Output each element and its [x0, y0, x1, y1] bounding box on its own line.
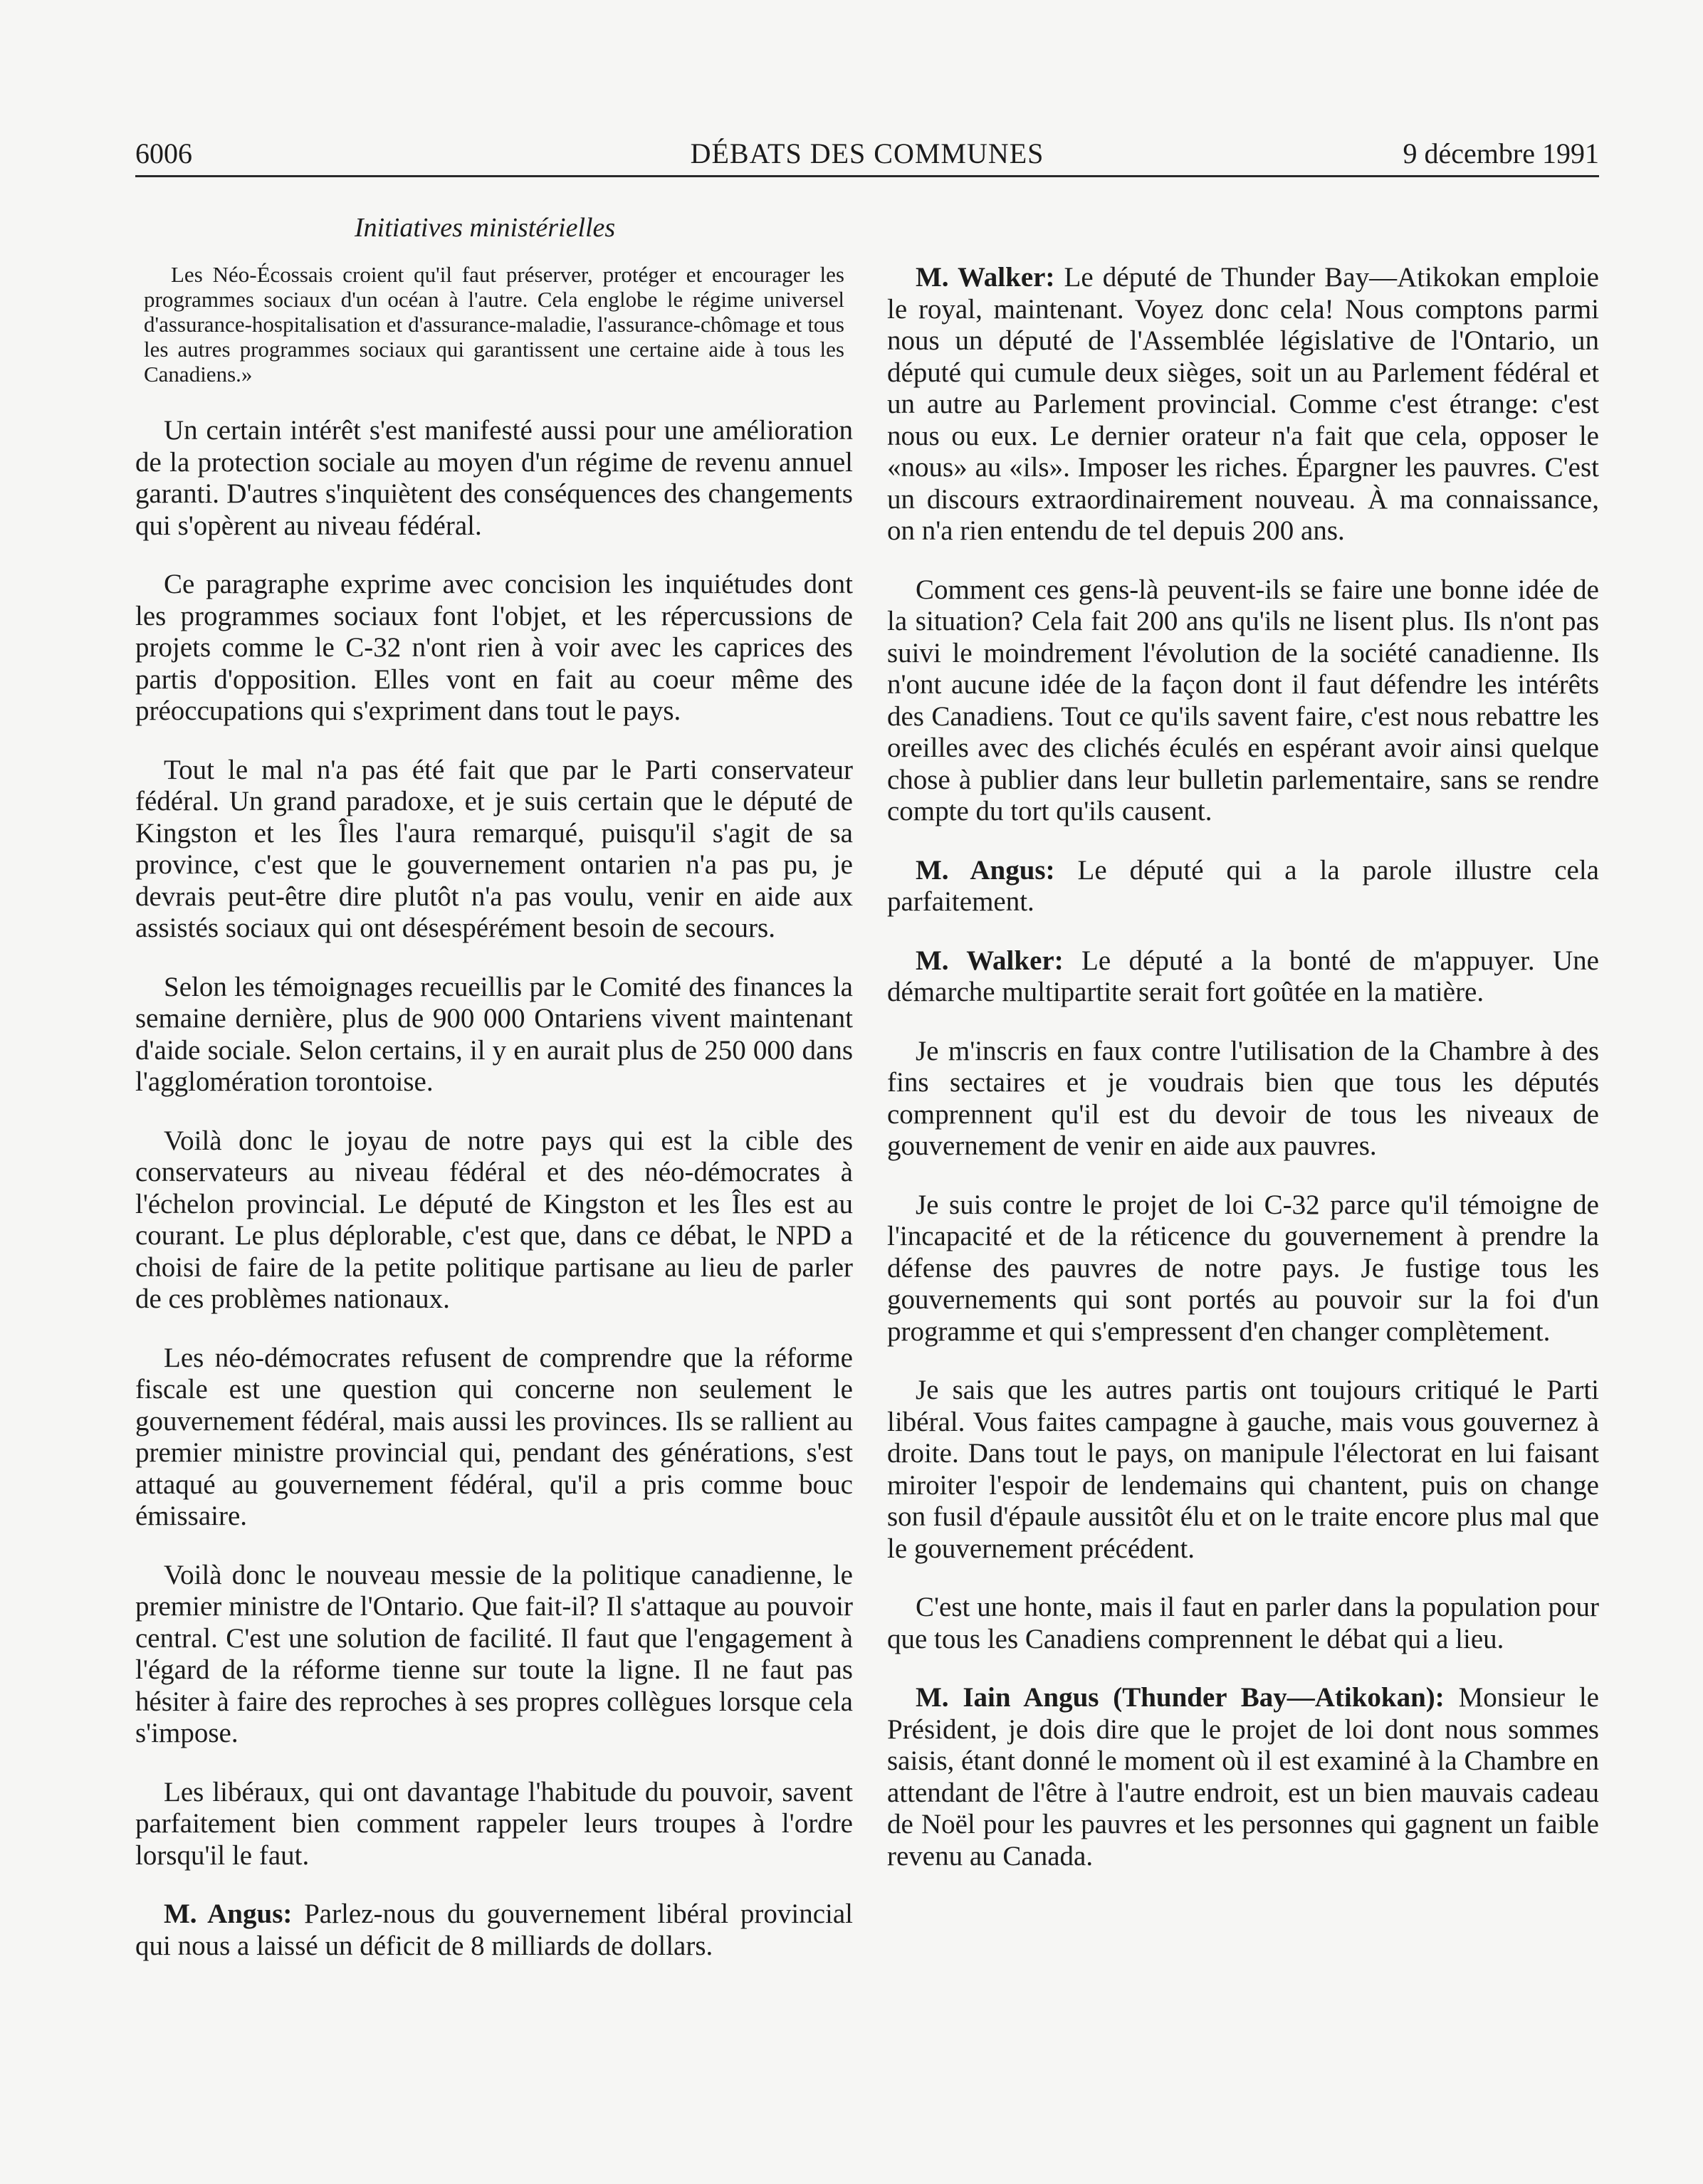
page-header [135, 137, 1599, 177]
speaker-name: M. Walker: [916, 945, 1064, 976]
paragraph: Je m'inscris en faux contre l'utilisation de la Chambre à des fins sectaires et je voudrais bien que tous les députés comprennent qu'il est du devoir de tous les niveaux de gouvernement de venir en aide aux pauvres. [887, 1035, 1599, 1161]
paragraph: Selon les témoignages recueillis par le Comité des finances la semaine dernière, plus de 900 000 Ontariens vivent maintenant d'aide sociale. Selon certains, il y en aurait plus de 250 000 dans l'agglomération torontoise. [135, 971, 853, 1097]
speech-text: Parlez-nous du gouvernement libéral provincial qui nous a laissé un déficit de 8 milliards de dollars. [135, 1899, 853, 1961]
paragraph: Tout le mal n'a pas été fait que par le Parti conservateur fédéral. Un grand paradoxe, et je suis certain que le député de Kingston et les Îles l'aura remarqué, puisqu'il s'agit de sa province, c'est que le gouvernement ontarien n'a pas pu, je devrais peut-être dire plutôt n'a pas voulu, venir en aide aux assistés sociaux qui ont désespérément besoin de secours. [135, 754, 853, 943]
speech-text: Le député qui a la parole illustre cela parfaitement. [887, 854, 1599, 917]
paragraph: Ce paragraphe exprime avec concision les inquiétudes dont les programmes sociaux font l'objet, et les répercussions de projets comme le C-32 n'ont rien à voir avec les caprices des partis d'opposition. Elles vont en fait au coeur même des préoccupations qui s'expriment dans tout le pays. [135, 569, 853, 726]
paragraph: Comment ces gens-là peuvent-ils se faire une bonne idée de la situation? Cela fait 200 ans qu'ils ne lisent plus. Ils n'ont pas suivi le moindrement l'évolution de la société canadienne. Ils n'ont aucune idée de la façon dont il faut défendre les intérêts des Canadiens. Tout ce qu'ils savent faire, c'est nous rebattre les oreilles avec des clichés éculés en espérant avoir ainsi quelque chose à publier dans leur bulletin parlementaire, sans se rendre compte du tort qu'ils causent. [887, 574, 1599, 826]
header-rule [135, 175, 1599, 177]
speaker-name: M. Iain Angus (Thunder Bay—Atikokan): [916, 1682, 1445, 1713]
speech-paragraph [887, 945, 1599, 1009]
paragraph: Je sais que les autres partis ont toujours critiqué le Parti libéral. Vous faites campagne à gauche, mais vous gouvernez à droite. Dans tout le pays, on manipule l'électorat en lui faisant miroiter l'espoir de lendemains qui chantent, puis on change son fusil d'épaule aussitôt élu et on le traite encore plus mal que le gouvernement précédent. [887, 1375, 1599, 1564]
paragraph: Je suis contre le projet de loi C-32 parce qu'il témoigne de l'incapacité et de la réticence du gouvernement à prendre la défense des pauvres de notre pays. Je fustige tous les gouvernements qui sont portés au pouvoir sur la foi d'un programme et qui s'empressent d'en changer complètement. [887, 1189, 1599, 1347]
speech-paragraph [887, 1682, 1599, 1872]
left-column [135, 262, 853, 1989]
speech-text: Monsieur le Président, je dois dire que le projet de loi dont nous sommes saisis, étant donné le moment où il est examiné à la Chambre en attendant de l'être à l'autre endroit, est un bien mauvais cadeau de Noël pour les pauvres et les personnes qui gagnent un faible revenu au Canada. [887, 1682, 1599, 1871]
paragraph: Voilà donc le nouveau messie de la politique canadienne, le premier ministre de l'Ontario. Que fait-il? Il s'attaque au pouvoir central. C'est une solution de facilité. Il faut que l'engagement à l'égard de la réforme tienne sur toute la ligne. Il ne faut pas hésiter à faire des reproches à ses propres collègues lorsque cela s'impose. [135, 1559, 853, 1748]
speech-text: Le député a la bonté de m'appuyer. Une démarche multipartite serait fort goûtée en la matière. [887, 945, 1599, 1007]
section-title: Initiatives ministérielles [355, 213, 616, 243]
paragraph: Un certain intérêt s'est manifesté aussi pour une amélioration de la protection sociale au moyen d'un régime de revenu annuel garanti. D'autres s'inquiètent des conséquences des changements qui s'opèrent au niveau fédéral. [135, 415, 853, 541]
speech-paragraph [887, 262, 1599, 547]
quoted-text: Les Néo-Écossais croient qu'il faut préserver, protéger et encourager les programmes sociaux d'un océan à l'autre. Cela englobe le régime universel d'assurance-hospitalisation et d'assurance-maladie, l'assurance-chômage et tous les autres programmes sociaux qui garantissent une certaine aide à tous les Canadiens.» [144, 262, 844, 387]
speech-text: Le député de Thunder Bay—Atikokan emploie le royal, maintenant. Voyez donc cela! Nous comptons parmi nous un député de l'Assemblée législative de l'Ontario, un député qui cumule deux sièges, soit un au Parlement fédéral et un autre au Parlement provincial. Comme c'est étrange: c'est nous ou eux. Le dernier orateur n'a fait que cela, opposer le «nous» au «ils». Imposer les riches. Épargner les pauvres. C'est un discours extraordinairement nouveau. À ma connaissance, on n'a rien entendu de tel depuis 200 ans. [887, 262, 1599, 546]
publication-date: 9 décembre 1991 [1403, 137, 1599, 169]
paragraph: Les néo-démocrates refusent de comprendre que la réforme fiscale est une question qui concerne non seulement le gouvernement fédéral, mais aussi les provinces. Ils se rallient au premier ministre provincial qui, pendant des générations, s'est attaqué au gouvernement fédéral, qu'il a pris comme bouc émissaire. [135, 1342, 853, 1531]
speaker-name: M. Walker: [916, 262, 1055, 293]
speaker-name: M. Angus: [164, 1899, 293, 1929]
speech-paragraph [887, 855, 1599, 918]
page-number: 6006 [135, 137, 192, 169]
right-column [887, 262, 1599, 1899]
speech-paragraph [135, 1899, 853, 1962]
paragraph: Les libéraux, qui ont davantage l'habitude du pouvoir, savent parfaitement bien comment rappeler leurs troupes à l'ordre lorsqu'il le faut. [135, 1776, 853, 1871]
paragraph: C'est une honte, mais il faut en parler dans la population pour que tous les Canadiens comprennent le débat qui a lieu. [887, 1592, 1599, 1654]
speaker-name: M. Angus: [916, 854, 1055, 886]
publication-title: DÉBATS DES COMMUNES [690, 137, 1044, 169]
paragraph: Voilà donc le joyau de notre pays qui est la cible des conservateurs au niveau fédéral et des néo-démocrates à l'échelon provincial. Le député de Kingston et les Îles est au courant. Le plus déplorable, c'est que, dans ce débat, le NPD a choisi de faire de la petite politique partisane au lieu de parler de ces problèmes nationaux. [135, 1125, 853, 1314]
